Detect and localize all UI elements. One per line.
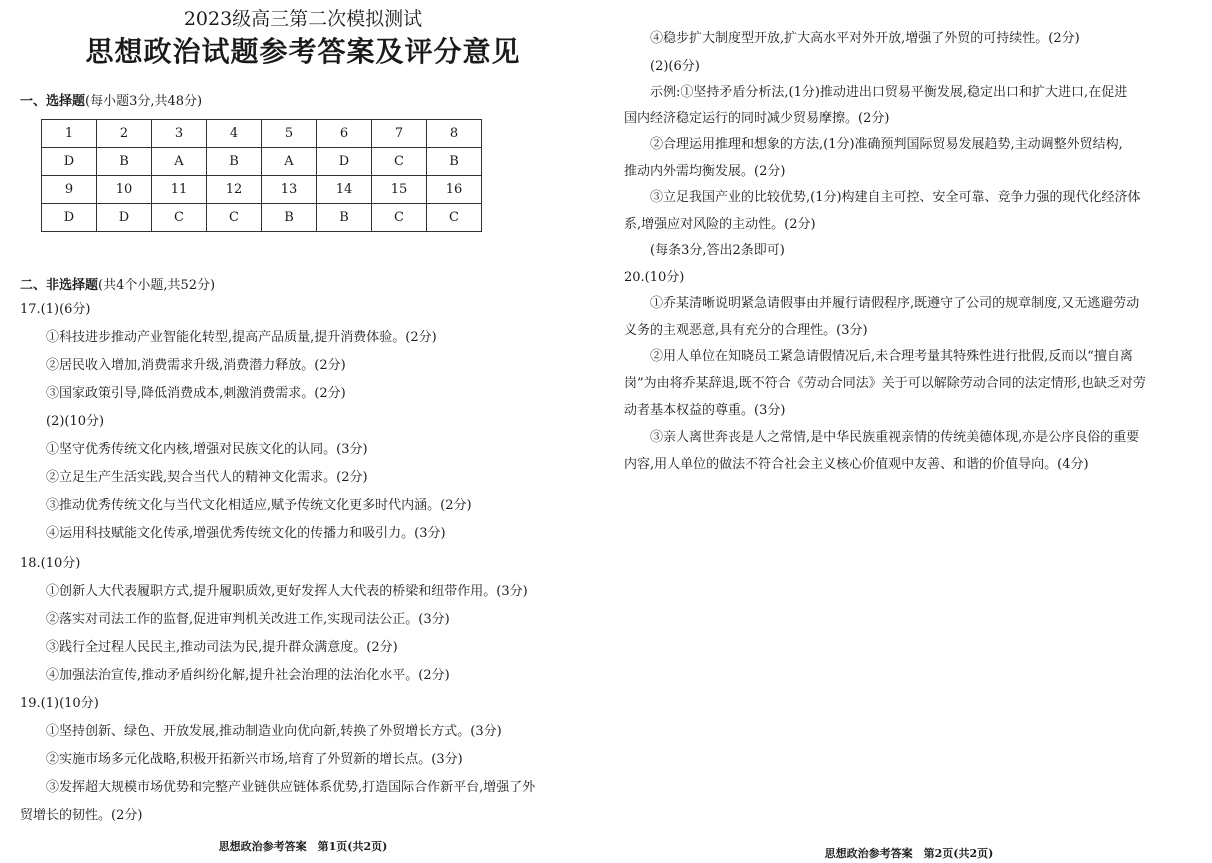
- question-number-cell: 15: [372, 176, 427, 204]
- question-heading: 18.(10分): [20, 556, 81, 571]
- answer-point: ①创新人大代表履职方式,提升履职质效,更好发挥人大代表的桥梁和纽带作用。(3分): [46, 584, 528, 599]
- answer-cell: D: [42, 148, 97, 176]
- question-number-cell: 2: [97, 120, 152, 148]
- answer-point: ②落实对司法工作的监督,促进审判机关改进工作,实现司法公正。(3分): [46, 612, 450, 627]
- exam-title: 2023级高三第二次模拟测试: [183, 8, 423, 30]
- answer-point-continued: 内容,用人单位的做法不符合社会主义核心价值观中友善、和谐的价值导向。(4分): [624, 457, 1089, 472]
- section-label: 二、非选择题: [20, 278, 99, 293]
- answer-point-continued: 推动内外需均衡发展。(2分): [624, 164, 786, 179]
- answer-point: ②用人单位在知晓员工紧急请假情况后,未合理考量其特殊性进行批假,反而以“擅自离: [650, 349, 1133, 364]
- scoring-note: (每条3分,答出2条即可): [650, 243, 785, 258]
- answer-point: 示例:①坚持矛盾分析法,(1分)推动进出口贸易平衡发展,稳定出口和扩大进口,在促进: [650, 85, 1128, 100]
- question-number-cell: 16: [427, 176, 482, 204]
- question-number-cell: 7: [372, 120, 427, 148]
- answer-row: [42, 148, 482, 176]
- answer-point: ②立足生产生活实践,契合当代人的精神文化需求。(2分): [46, 470, 368, 485]
- answer-key-table: [41, 119, 482, 232]
- answer-point: ②居民收入增加,消费需求升级,消费潜力释放。(2分): [46, 358, 346, 373]
- section-note: (共4个小题,共52分): [98, 278, 216, 293]
- question-number-cell: 1: [42, 120, 97, 148]
- answer-cell: A: [152, 148, 207, 176]
- question-number-cell: 8: [427, 120, 482, 148]
- answer-cell: B: [262, 204, 317, 232]
- section-heading-nonchoice: [20, 274, 215, 293]
- answer-point: ②合理运用推理和想象的方法,(1分)准确预判国际贸易发展趋势,主动调整外贸结构,: [650, 137, 1123, 152]
- question-number-cell: 4: [207, 120, 262, 148]
- sub-question-heading: (2)(10分): [46, 414, 105, 429]
- answer-point-continued: 系,增强应对风险的主动性。(2分): [624, 217, 816, 232]
- answer-cell: B: [427, 148, 482, 176]
- question-heading: 19.(1)(10分): [20, 696, 99, 711]
- question-heading: 17.(1)(6分): [20, 302, 91, 317]
- answer-page-2: [606, 0, 1212, 863]
- question-number-cell: 14: [317, 176, 372, 204]
- answer-cell: C: [372, 148, 427, 176]
- answer-point: ③发挥超大规模市场优势和完整产业链供应链体系优势,打造国际合作新平台,增强了外: [46, 780, 536, 795]
- answer-point: ③国家政策引导,降低消费成本,刺激消费需求。(2分): [46, 386, 346, 401]
- page-footer: 思想政治参考答案 第1页(共2页): [218, 840, 388, 853]
- question-number-cell: 10: [97, 176, 152, 204]
- question-number-cell: 12: [207, 176, 262, 204]
- answer-cell: C: [207, 204, 262, 232]
- question-number-cell: 13: [262, 176, 317, 204]
- sub-question-heading: (2)(6分): [650, 59, 700, 74]
- answer-cell: D: [42, 204, 97, 232]
- answer-cell: D: [97, 204, 152, 232]
- answer-point: ①科技进步推动产业智能化转型,提高产品质量,提升消费体验。(2分): [46, 330, 437, 345]
- answer-point: ①坚守优秀传统文化内核,增强对民族文化的认同。(3分): [46, 442, 368, 457]
- answer-point: ④加强法治宣传,推动矛盾纠纷化解,提升社会治理的法治化水平。(2分): [46, 668, 450, 683]
- answer-point: ③立足我国产业的比较优势,(1分)构建自主可控、安全可靠、竞争力强的现代化经济体: [650, 190, 1141, 205]
- answer-point: ④运用科技赋能文化传承,增强优秀传统文化的传播力和吸引力。(3分): [46, 526, 446, 541]
- answer-cell: B: [207, 148, 262, 176]
- question-number-cell: 9: [42, 176, 97, 204]
- answer-point: ③践行全过程人民民主,推动司法为民,提升群众满意度。(2分): [46, 640, 398, 655]
- question-number-cell: 5: [262, 120, 317, 148]
- answer-cell: A: [262, 148, 317, 176]
- answer-point: ④稳步扩大制度型开放,扩大高水平对外开放,增强了外贸的可持续性。(2分): [650, 31, 1080, 46]
- answer-cell: C: [152, 204, 207, 232]
- question-number-row: [42, 120, 482, 148]
- section-heading-choice: [20, 90, 202, 109]
- question-heading: 20.(10分): [624, 270, 685, 285]
- answer-cell: B: [97, 148, 152, 176]
- answer-point: ①坚持创新、绿色、开放发展,推动制造业向优向新,转换了外贸增长方式。(3分): [46, 724, 502, 739]
- section-label: 一、选择题: [20, 94, 86, 109]
- answer-point: ②实施市场多元化战略,积极开拓新兴市场,培育了外贸新的增长点。(3分): [46, 752, 463, 767]
- question-number-cell: 6: [317, 120, 372, 148]
- answer-point-continued: 岗”为由将乔某辞退,既不符合《劳动合同法》关于可以解除劳动合同的法定情形,也缺乏对劳: [624, 376, 1146, 391]
- question-number-cell: 3: [152, 120, 207, 148]
- answer-point: ③推动优秀传统文化与当代文化相适应,赋予传统文化更多时代内涵。(2分): [46, 498, 472, 513]
- section-note: (每小题3分,共48分): [85, 94, 203, 109]
- answer-point: ①乔某清晰说明紧急请假事由并履行请假程序,既遵守了公司的规章制度,又无逃避劳动: [650, 296, 1140, 311]
- document-title: 思想政治试题参考答案及评分意见: [85, 35, 521, 68]
- answer-point-continued: 义务的主观恶意,具有充分的合理性。(3分): [624, 323, 868, 338]
- answer-point-continued: 动者基本权益的尊重。(3分): [624, 403, 786, 418]
- question-number-row: [42, 176, 482, 204]
- answer-cell: B: [317, 204, 372, 232]
- answer-cell: C: [427, 204, 482, 232]
- answer-point: ③亲人离世奔丧是人之常情,是中华民族重视亲情的传统美德体现,亦是公序良俗的重要: [650, 430, 1140, 445]
- answer-cell: D: [317, 148, 372, 176]
- answer-point-continued: 国内经济稳定运行的同时减少贸易摩擦。(2分): [624, 111, 890, 126]
- answer-cell: C: [372, 204, 427, 232]
- question-number-cell: 11: [152, 176, 207, 204]
- page-footer: 思想政治参考答案 第2页(共2页): [824, 847, 994, 860]
- answer-row: [42, 204, 482, 232]
- answer-point-continued: 贸增长的韧性。(2分): [20, 808, 143, 823]
